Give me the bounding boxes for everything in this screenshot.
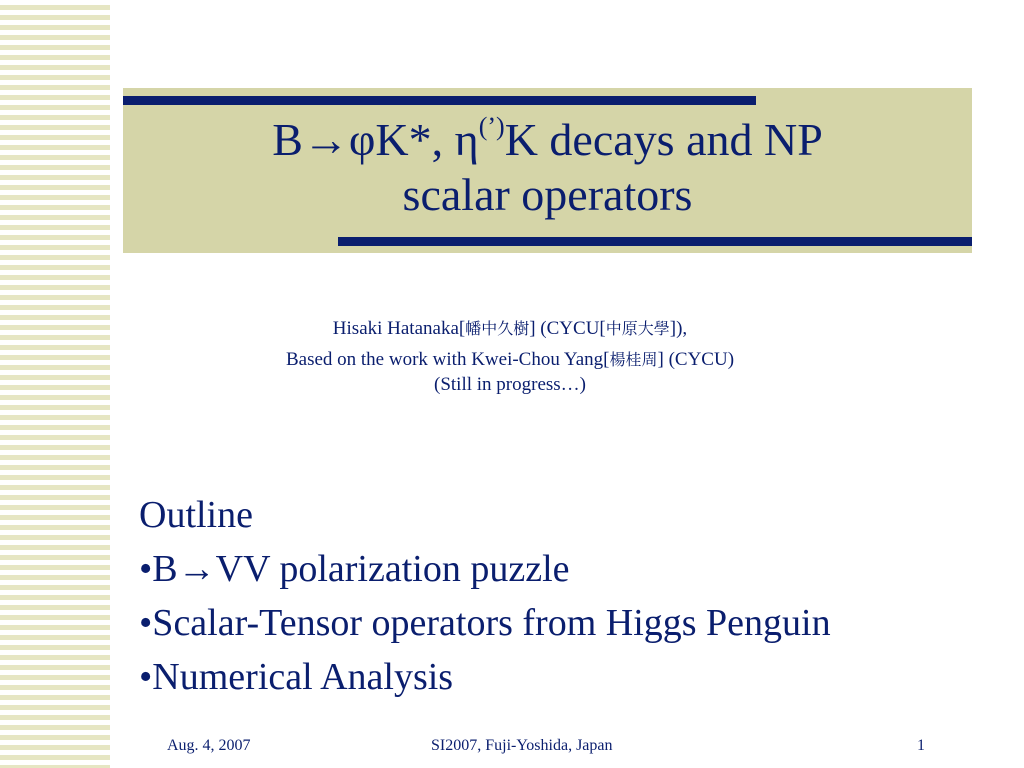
status-line: (Still in progress…) <box>434 374 586 395</box>
slide-footer <box>0 737 1024 761</box>
based-on-text: Based on the work with Kwei-Chou Yang[ <box>285 349 610 370</box>
decorative-stripes <box>0 0 110 768</box>
based-on-line <box>110 348 910 372</box>
outline-list <box>139 542 1009 704</box>
affiliation-cjk: 中原大學 <box>605 319 670 338</box>
outline-item: •B→VV polarization puzzle <box>139 548 570 590</box>
outline-heading: Outline <box>139 494 253 536</box>
title-rule-bottom <box>338 237 972 246</box>
author-affiliation: ] (CYCU[ <box>529 318 606 339</box>
author-name-cjk: 幡中久樹 <box>465 319 530 338</box>
author-line <box>110 316 910 342</box>
page-number: 1 <box>917 737 925 754</box>
footer-venue: SI2007, Fuji-Yoshida, Japan <box>431 737 613 754</box>
title-prime-superscript: (’) <box>478 112 505 141</box>
title-line1-part2: K decays and NP <box>504 114 823 165</box>
author-name: Hisaki Hatanaka[ <box>332 318 466 339</box>
footer-date: Aug. 4, 2007 <box>167 737 251 754</box>
based-on-end: ] (CYCU) <box>657 349 735 370</box>
outline-block <box>139 488 1009 704</box>
author-block <box>110 316 910 398</box>
outline-item: •Numerical Analysis <box>139 656 454 698</box>
title-line2: scalar operators <box>402 169 693 220</box>
title-line1-part1: B→φK*, η <box>272 114 479 165</box>
slide-title <box>123 112 972 222</box>
author-affiliation-end: ]), <box>669 318 688 339</box>
coauthor-name-cjk: 楊桂周 <box>609 350 658 369</box>
title-rule-top <box>123 96 756 105</box>
outline-item: •Scalar-Tensor operators from Higgs Penguin <box>139 602 831 644</box>
